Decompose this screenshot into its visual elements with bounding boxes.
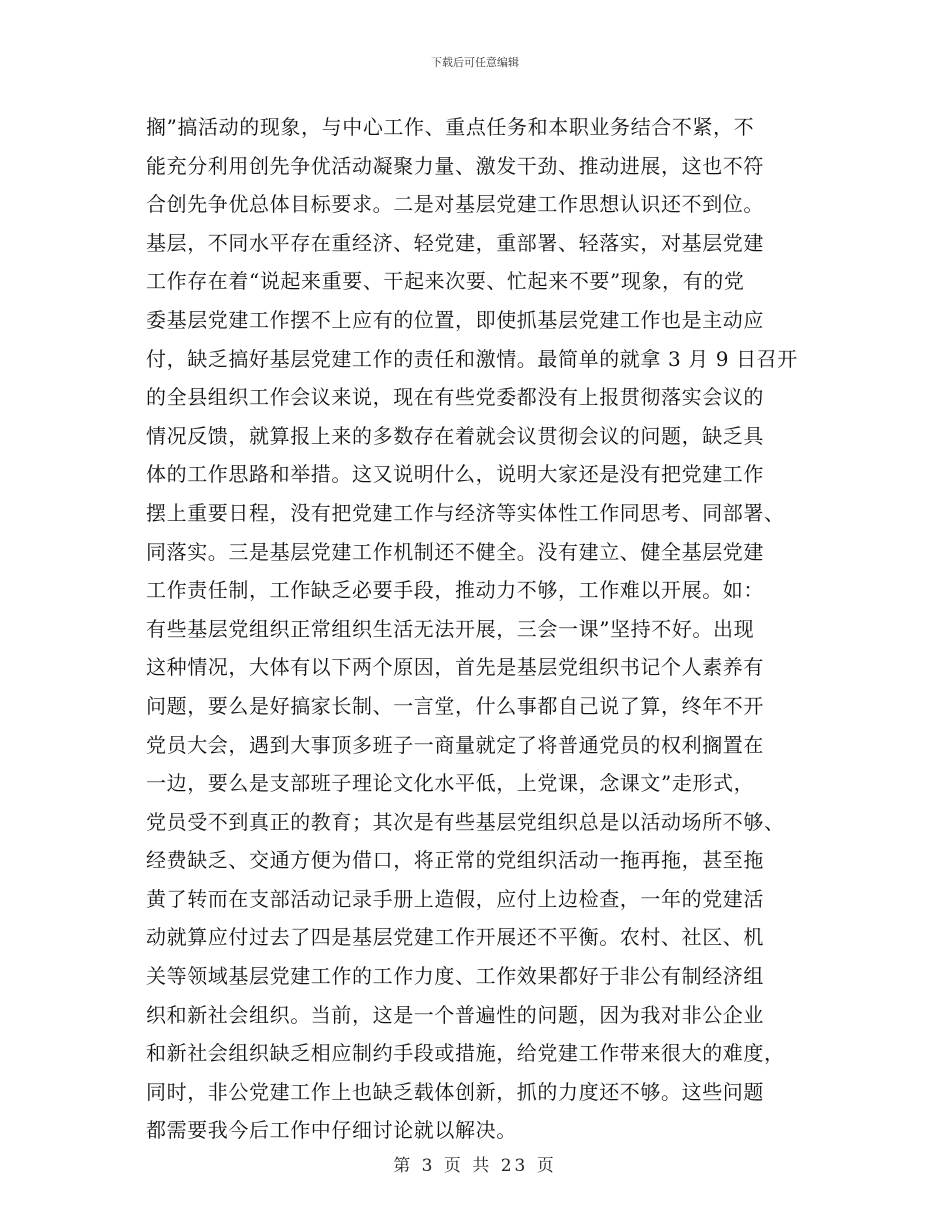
text-line: 情况反馈，就算报上来的多数存在着就会议贯彻会议的问题，缺乏具 [146, 423, 764, 448]
page-footer: 第 3 页 共 23 页 [393, 1156, 557, 1176]
text-line: 的全县组织工作会议来说，现在有些党委都没有上报贯彻落实会议的 [146, 385, 764, 410]
text-line: 这种情况，大体有以下两个原因，首先是基层党组织书记个人素养有 [146, 655, 764, 680]
text-line: 都需要我今后工作中仔细讨论就以解决。 [146, 1118, 517, 1143]
body-text [146, 108, 816, 1150]
text-line: 体的工作思路和举措。这又说明什么，说明大家还是没有把党建工作 [146, 462, 764, 487]
text-line: 能充分利用创先争优活动凝聚力量、激发干劲、推动进展，这也不符 [146, 153, 764, 178]
text-line: 工作责任制，工作缺乏必要手段，推动力不够，工作难以开展。如： [146, 578, 764, 603]
text-line: 党员大会，遇到大事顶多班子一商量就定了将普通党员的权利搁置在 [146, 732, 764, 757]
text-line: 基层，不同水平存在重经济、轻党建，重部署、轻落实，对基层党建 [146, 230, 764, 255]
text-line: 同时，非公党建工作上也缺乏载体创新，抓的力度还不够。这些问题 [146, 1079, 764, 1104]
text-line: 关等领域基层党建工作的工作力度、工作效果都好于非公有制经济组 [146, 964, 764, 989]
text-line: 和新社会组织缺乏相应制约手段或措施，给党建工作带来很大的难度， [146, 1041, 785, 1066]
text-line: 问题，要么是好搞家长制、一言堂，什么事都自己说了算，终年不开 [146, 693, 764, 718]
text-line: 党员受不到真正的教育；其次是有些基层党组织总是以活动场所不够、 [146, 809, 785, 834]
text-line: 工作存在着“说起来重要、干起来次要、忙起来不要”现象，有的党 [146, 269, 745, 294]
text-line: 合创先争优总体目标要求。二是对基层党建工作思想认识还不到位。 [146, 192, 764, 217]
text-line: 有些基层党组织正常组织生活无法开展，三会一课”坚持不好。出现 [146, 616, 755, 641]
text-line: 搁”搞活动的现象，与中心工作、重点任务和本职业务结合不紧，不 [146, 115, 755, 139]
text-line: 经费缺乏、交通方便为借口，将正常的党组织活动一拖再拖，甚至拖 [146, 848, 764, 873]
text-line: 动就算应付过去了四是基层党建工作开展还不平衡。农村、社区、机 [146, 925, 764, 950]
text-line: 同落实。三是基层党建工作机制还不健全。没有建立、健全基层党建 [146, 539, 764, 564]
text-line: 摆上重要日程，没有把党建工作与经济等实体性工作同思考、同部署、 [146, 500, 785, 525]
text-line: 委基层党建工作摆不上应有的位置，即使抓基层党建工作也是主动应 [146, 307, 764, 332]
text-line: 一边，要么是支部班子理论文化水平低，上党课，念课文”走形式， [146, 771, 755, 796]
text-line: 织和新社会组织。当前，这是一个普遍性的问题，因为我对非公企业 [146, 1002, 764, 1027]
page-header: 下载后可任意编辑 [431, 56, 519, 69]
text-line: 黄了转而在支部活动记录手册上造假，应付上边检查，一年的党建活 [146, 886, 764, 911]
text-line: 付，缺乏搞好基层党建工作的责任和激情。最简单的就拿 3 月 9 日召开 [146, 346, 798, 371]
